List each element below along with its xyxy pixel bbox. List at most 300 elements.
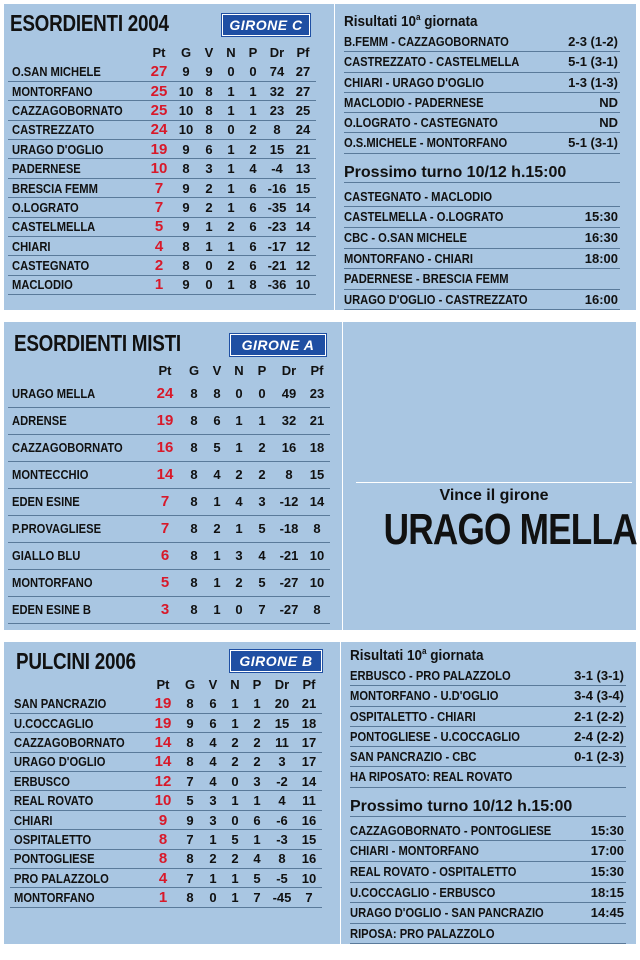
table-row — [8, 569, 330, 596]
fixture-line — [350, 841, 626, 862]
team-name-text: CAZZAGOBORNATO — [12, 440, 123, 455]
points-cell: 9 — [148, 810, 178, 829]
table-row — [8, 380, 330, 407]
header-n: N — [234, 362, 244, 378]
standings-body — [8, 380, 330, 623]
table-row — [8, 461, 330, 488]
result-line — [344, 73, 620, 93]
won-cell: 2 — [198, 198, 220, 217]
played-cell: 9 — [174, 140, 198, 159]
goals-for-cell: 11 — [296, 791, 322, 810]
goals-for-cell: 17 — [296, 733, 322, 752]
lost-cell: 8 — [242, 275, 264, 294]
points-cell: 1 — [148, 888, 178, 907]
winner-name: URAGO MELLA — [383, 505, 637, 554]
points-cell: 2 — [144, 256, 174, 275]
table-row — [10, 849, 322, 868]
match-text: CHIARI - MONTORFANO — [350, 843, 479, 859]
lost-cell: 3 — [250, 488, 274, 515]
won-cell: 2 — [202, 849, 224, 868]
match-text: PADERNESE - BRESCIA FEMM — [344, 271, 509, 287]
won-cell: 3 — [202, 810, 224, 829]
fixture-line — [344, 187, 620, 208]
goal-diff-cell: -6 — [268, 810, 296, 829]
kickoff-time — [618, 269, 620, 289]
points-cell: 7 — [144, 178, 174, 197]
header-g: G — [180, 44, 192, 60]
column-divider — [334, 4, 335, 310]
goal-diff-cell: 20 — [268, 694, 296, 713]
team-name-text: ERBUSCO — [14, 773, 70, 789]
result-line — [350, 666, 626, 686]
played-cell: 8 — [174, 256, 198, 275]
won-cell: 6 — [206, 407, 228, 434]
kickoff-time: 15:30 — [590, 822, 624, 838]
won-cell: 6 — [202, 694, 224, 713]
score-text: 5-1 (3-1) — [568, 135, 618, 151]
table-row — [8, 542, 330, 569]
won-cell: 1 — [206, 542, 228, 569]
result-line — [350, 707, 626, 727]
lost-cell: 6 — [246, 810, 268, 829]
goals-for-cell: 15 — [304, 461, 330, 488]
team-name-text: PADERNESE — [12, 161, 81, 177]
drawn-cell: 2 — [228, 461, 250, 488]
lost-cell: 1 — [246, 791, 268, 810]
team-name — [10, 733, 148, 752]
section-title: PULCINI 2006 — [16, 648, 136, 674]
team-name-text: U.COCCAGLIO — [14, 715, 94, 731]
table-row — [10, 772, 322, 791]
drawn-cell: 1 — [224, 791, 246, 810]
drawn-cell: 5 — [224, 830, 246, 849]
fixture-line — [344, 228, 620, 249]
match-text: O.LOGRATO - CASTEGNATO — [344, 115, 498, 131]
goal-diff-cell: -12 — [274, 488, 304, 515]
team-name-text: OSPITALETTO — [14, 831, 92, 847]
kickoff-time: 15:30 — [584, 209, 618, 225]
result-line — [344, 93, 620, 113]
goal-diff-cell: 11 — [268, 733, 296, 752]
drawn-cell: 0 — [228, 380, 250, 407]
winner-label: Vince il girone — [439, 487, 549, 504]
played-cell: 7 — [178, 830, 202, 849]
table-row — [10, 888, 322, 907]
played-cell: 8 — [174, 237, 198, 256]
header-pf: Pf — [296, 44, 310, 60]
drawn-cell: 2 — [224, 733, 246, 752]
header-pt: Pt — [158, 362, 172, 378]
played-cell: 8 — [182, 488, 206, 515]
team-name — [8, 488, 148, 515]
next-round-heading: Prossimo turno 10/12 h.15:00 — [344, 164, 620, 183]
drawn-cell: 0 — [224, 810, 246, 829]
team-name — [8, 178, 144, 197]
fixture-line — [344, 290, 620, 311]
played-cell: 8 — [178, 733, 202, 752]
played-cell: 10 — [174, 120, 198, 139]
drawn-cell: 3 — [228, 542, 250, 569]
kickoff-time: 18:00 — [584, 250, 618, 266]
lost-cell: 3 — [246, 772, 268, 791]
team-name — [10, 888, 148, 907]
result-line — [344, 52, 620, 72]
table-row — [8, 488, 330, 515]
goals-for-cell: 10 — [304, 542, 330, 569]
played-cell: 8 — [174, 159, 198, 178]
team-name-text: MACLODIO — [12, 277, 73, 293]
played-cell: 5 — [178, 791, 202, 810]
match-text: URAGO D'OGLIO - CASTREZZATO — [344, 291, 528, 307]
score-text: 2-3 (1-2) — [568, 34, 618, 49]
match-text: O.S.MICHELE - MONTORFANO — [344, 135, 508, 151]
header-v: V — [212, 362, 222, 378]
match-text: MONTORFANO - U.D'OGLIO — [350, 688, 499, 704]
team-name-text: SAN PANCRAZIO — [14, 695, 107, 711]
played-cell: 8 — [182, 380, 206, 407]
lost-cell: 2 — [246, 713, 268, 732]
match-text: HA RIPOSATO: REAL ROVATO — [350, 769, 513, 785]
kickoff-time: 15:30 — [590, 863, 624, 879]
played-cell: 9 — [174, 62, 198, 81]
won-cell: 6 — [198, 140, 220, 159]
played-cell: 9 — [178, 713, 202, 732]
played-cell: 8 — [182, 407, 206, 434]
header-g: G — [184, 676, 196, 692]
table-row — [8, 237, 316, 256]
team-name-text: CAZZAGOBORNATO — [12, 102, 123, 118]
points-cell: 8 — [148, 830, 178, 849]
team-name — [8, 275, 144, 294]
goals-for-cell: 13 — [290, 159, 316, 178]
lost-cell: 6 — [242, 256, 264, 275]
lost-cell: 4 — [242, 159, 264, 178]
lost-cell: 2 — [246, 752, 268, 771]
score-text — [624, 767, 626, 786]
girone-badge: GIRONE B — [230, 650, 322, 672]
header-n: N — [226, 44, 236, 60]
table-row — [8, 434, 330, 461]
won-cell: 8 — [198, 120, 220, 139]
team-name-text: CHIARI — [12, 238, 51, 254]
goals-for-cell: 12 — [290, 256, 316, 275]
section-title: ESORDIENTI 2004 — [10, 10, 169, 36]
table-row — [8, 198, 316, 217]
result-line — [350, 767, 626, 787]
won-cell: 1 — [198, 217, 220, 236]
lost-cell: 4 — [246, 849, 268, 868]
team-name-text: O.SAN MICHELE — [12, 63, 101, 79]
played-cell: 8 — [182, 434, 206, 461]
won-cell: 2 — [206, 515, 228, 542]
score-text: 2-1 (2-2) — [574, 708, 624, 724]
fixture-line — [350, 862, 626, 883]
lost-cell: 5 — [246, 869, 268, 888]
lost-cell: 1 — [250, 407, 274, 434]
goals-for-cell: 14 — [304, 488, 330, 515]
table-row — [10, 791, 322, 810]
table-row — [8, 515, 330, 542]
standings-table — [8, 360, 330, 624]
won-cell: 6 — [202, 713, 224, 732]
lost-cell: 1 — [242, 81, 264, 100]
result-line — [344, 113, 620, 133]
goals-for-cell: 10 — [304, 569, 330, 596]
match-text: CBC - O.SAN MICHELE — [344, 229, 467, 245]
goal-diff-cell: -16 — [264, 178, 290, 197]
lost-cell: 2 — [250, 434, 274, 461]
played-cell: 10 — [174, 81, 198, 100]
points-cell: 8 — [148, 849, 178, 868]
goals-for-cell: 10 — [290, 275, 316, 294]
result-line — [350, 727, 626, 747]
drawn-cell: 0 — [224, 772, 246, 791]
goal-diff-cell: 8 — [264, 120, 290, 139]
table-row — [10, 733, 322, 752]
standings-body — [8, 62, 316, 295]
match-text: B.FEMM - CAZZAGOBORNATO — [344, 34, 509, 49]
goals-for-cell: 27 — [290, 81, 316, 100]
played-cell: 9 — [174, 178, 198, 197]
team-name-text: CASTEGNATO — [12, 258, 90, 274]
match-text: PONTOGLIESE - U.COCCAGLIO — [350, 728, 520, 744]
points-cell: 6 — [148, 542, 182, 569]
result-line — [344, 133, 620, 153]
match-text: OSPITALETTO - CHIARI — [350, 708, 476, 724]
match-text: URAGO D'OGLIO - SAN PANCRAZIO — [350, 905, 544, 921]
goals-for-cell: 15 — [296, 830, 322, 849]
points-cell: 19 — [148, 407, 182, 434]
points-cell: 7 — [148, 515, 182, 542]
goal-diff-cell: 16 — [274, 434, 304, 461]
won-cell: 8 — [198, 101, 220, 120]
goal-diff-cell: -18 — [274, 515, 304, 542]
table-row — [10, 694, 322, 713]
fixture-line — [350, 883, 626, 904]
match-text: REAL ROVATO - OSPITALETTO — [350, 863, 517, 879]
goals-for-cell: 24 — [290, 120, 316, 139]
kickoff-time — [624, 924, 626, 944]
drawn-cell: 1 — [228, 515, 250, 542]
table-row — [8, 159, 316, 178]
match-text: RIPOSA: PRO PALAZZOLO — [350, 925, 495, 941]
match-text: U.COCCAGLIO - ERBUSCO — [350, 884, 496, 900]
drawn-cell: 1 — [224, 888, 246, 907]
played-cell: 8 — [178, 888, 202, 907]
points-cell: 3 — [148, 596, 182, 623]
team-name — [8, 237, 144, 256]
team-name — [8, 461, 148, 488]
table-row — [8, 596, 330, 623]
goals-for-cell: 25 — [290, 101, 316, 120]
won-cell: 8 — [198, 81, 220, 100]
drawn-cell: 1 — [224, 713, 246, 732]
header-dr: Dr — [274, 676, 290, 692]
girone-badge: GIRONE C — [222, 14, 310, 36]
points-cell: 16 — [148, 434, 182, 461]
match-text: CAZZAGOBORNATO - PONTOGLIESE — [350, 822, 552, 838]
lost-cell: 4 — [250, 542, 274, 569]
match-text: SAN PANCRAZIO - CBC — [350, 749, 477, 765]
team-name — [8, 159, 144, 178]
points-cell: 10 — [148, 791, 178, 810]
girone-badge: GIRONE A — [230, 334, 326, 356]
goal-diff-cell: 49 — [274, 380, 304, 407]
table-row — [10, 810, 322, 829]
drawn-cell: 0 — [220, 120, 242, 139]
team-name-text: MONTECCHIO — [12, 467, 89, 482]
results-heading: Risultati 10$^a$ giornata — [344, 12, 478, 30]
match-text: ERBUSCO - PRO PALAZZOLO — [350, 668, 511, 683]
lost-cell: 7 — [246, 888, 268, 907]
goals-for-cell: 21 — [304, 407, 330, 434]
goal-diff-cell: 74 — [264, 62, 290, 81]
won-cell: 2 — [198, 178, 220, 197]
goal-diff-cell: 32 — [264, 81, 290, 100]
goal-diff-cell: -27 — [274, 569, 304, 596]
lost-cell: 5 — [250, 569, 274, 596]
team-name — [8, 217, 144, 236]
header-n: N — [230, 676, 240, 692]
lost-cell: 1 — [246, 830, 268, 849]
points-cell: 5 — [144, 217, 174, 236]
score-text: 2-4 (2-2) — [574, 728, 624, 744]
won-cell: 0 — [198, 256, 220, 275]
header-v: V — [208, 676, 218, 692]
goal-diff-cell: -3 — [268, 830, 296, 849]
team-name — [8, 434, 148, 461]
team-name — [8, 140, 144, 159]
played-cell: 8 — [182, 542, 206, 569]
won-cell: 8 — [206, 380, 228, 407]
team-name — [8, 596, 148, 623]
won-cell: 1 — [202, 869, 224, 888]
points-cell: 24 — [148, 380, 182, 407]
header-g: G — [188, 362, 200, 378]
played-cell: 9 — [174, 217, 198, 236]
team-name-text: CAZZAGOBORNATO — [14, 734, 125, 750]
goal-diff-cell: -4 — [264, 159, 290, 178]
goals-for-cell: 18 — [296, 713, 322, 732]
results-block — [344, 12, 620, 310]
won-cell: 4 — [202, 752, 224, 771]
section-title: ESORDIENTI MISTI — [14, 330, 181, 356]
drawn-cell: 1 — [220, 178, 242, 197]
goal-diff-cell: -21 — [264, 256, 290, 275]
kickoff-time: 14:45 — [590, 905, 624, 921]
lost-cell: 0 — [250, 380, 274, 407]
team-name — [10, 694, 148, 713]
won-cell: 1 — [206, 488, 228, 515]
goals-for-cell: 8 — [304, 515, 330, 542]
next-round-heading: Prossimo turno 10/12 h.15:00 — [350, 798, 626, 817]
lost-cell: 5 — [250, 515, 274, 542]
played-cell: 8 — [182, 569, 206, 596]
lost-cell: 2 — [242, 120, 264, 139]
team-name — [8, 407, 148, 434]
team-name — [10, 713, 148, 732]
goal-diff-cell: 4 — [268, 791, 296, 810]
drawn-cell: 1 — [220, 198, 242, 217]
goal-diff-cell: -5 — [268, 869, 296, 888]
goal-diff-cell: -27 — [274, 596, 304, 623]
goals-for-cell: 16 — [296, 849, 322, 868]
team-name — [8, 62, 144, 81]
team-name — [8, 198, 144, 217]
team-name — [10, 791, 148, 810]
won-cell: 1 — [206, 596, 228, 623]
played-cell: 9 — [178, 810, 202, 829]
team-name — [10, 830, 148, 849]
points-cell: 27 — [144, 62, 174, 81]
drawn-cell: 1 — [220, 237, 242, 256]
goal-diff-cell: -21 — [274, 542, 304, 569]
team-name-text: MONTORFANO — [12, 575, 93, 590]
points-cell: 12 — [148, 772, 178, 791]
drawn-cell: 1 — [220, 140, 242, 159]
table-row — [8, 178, 316, 197]
points-cell: 4 — [148, 869, 178, 888]
results-heading: Risultati 10$^a$ giornata — [350, 646, 484, 664]
column-divider — [340, 642, 341, 944]
won-cell: 5 — [206, 434, 228, 461]
table-row — [10, 752, 322, 771]
goal-diff-cell: -2 — [268, 772, 296, 791]
team-name-text: CHIARI — [14, 812, 53, 828]
won-cell: 4 — [202, 772, 224, 791]
next-round-list — [350, 821, 626, 945]
lost-cell: 2 — [246, 733, 268, 752]
team-name-text: EDEN ESINE B — [12, 602, 91, 617]
drawn-cell: 1 — [224, 694, 246, 713]
result-line — [344, 32, 620, 52]
team-name — [8, 542, 148, 569]
team-name-text: O.LOGRATO — [12, 199, 79, 215]
header-dr: Dr — [281, 362, 297, 378]
goal-diff-cell: 15 — [268, 713, 296, 732]
drawn-cell: 2 — [228, 569, 250, 596]
points-cell: 25 — [144, 81, 174, 100]
team-name — [10, 752, 148, 771]
played-cell: 9 — [174, 198, 198, 217]
drawn-cell: 1 — [220, 275, 242, 294]
team-name — [8, 515, 148, 542]
fixture-line — [350, 821, 626, 842]
goal-diff-cell: -35 — [264, 198, 290, 217]
table-row — [8, 62, 316, 81]
table-row — [8, 275, 316, 294]
points-cell: 24 — [144, 120, 174, 139]
points-cell: 25 — [144, 101, 174, 120]
match-text: MACLODIO - PADERNESE — [344, 94, 484, 110]
table-row — [8, 81, 316, 100]
column-divider — [342, 322, 343, 630]
goal-diff-cell: -17 — [264, 237, 290, 256]
table-row — [8, 140, 316, 159]
goals-for-cell: 18 — [304, 434, 330, 461]
winner-box — [356, 482, 637, 593]
match-text: MONTORFANO - CHIARI — [344, 250, 473, 266]
header-p: P — [248, 44, 258, 60]
team-name-text: CASTELMELLA — [12, 219, 96, 235]
lost-cell: 6 — [242, 178, 264, 197]
goals-for-cell: 23 — [304, 380, 330, 407]
kickoff-time — [618, 187, 620, 207]
table-row — [8, 256, 316, 275]
points-cell: 7 — [144, 198, 174, 217]
drawn-cell: 4 — [228, 488, 250, 515]
team-name-text: ADRENSE — [12, 413, 67, 428]
